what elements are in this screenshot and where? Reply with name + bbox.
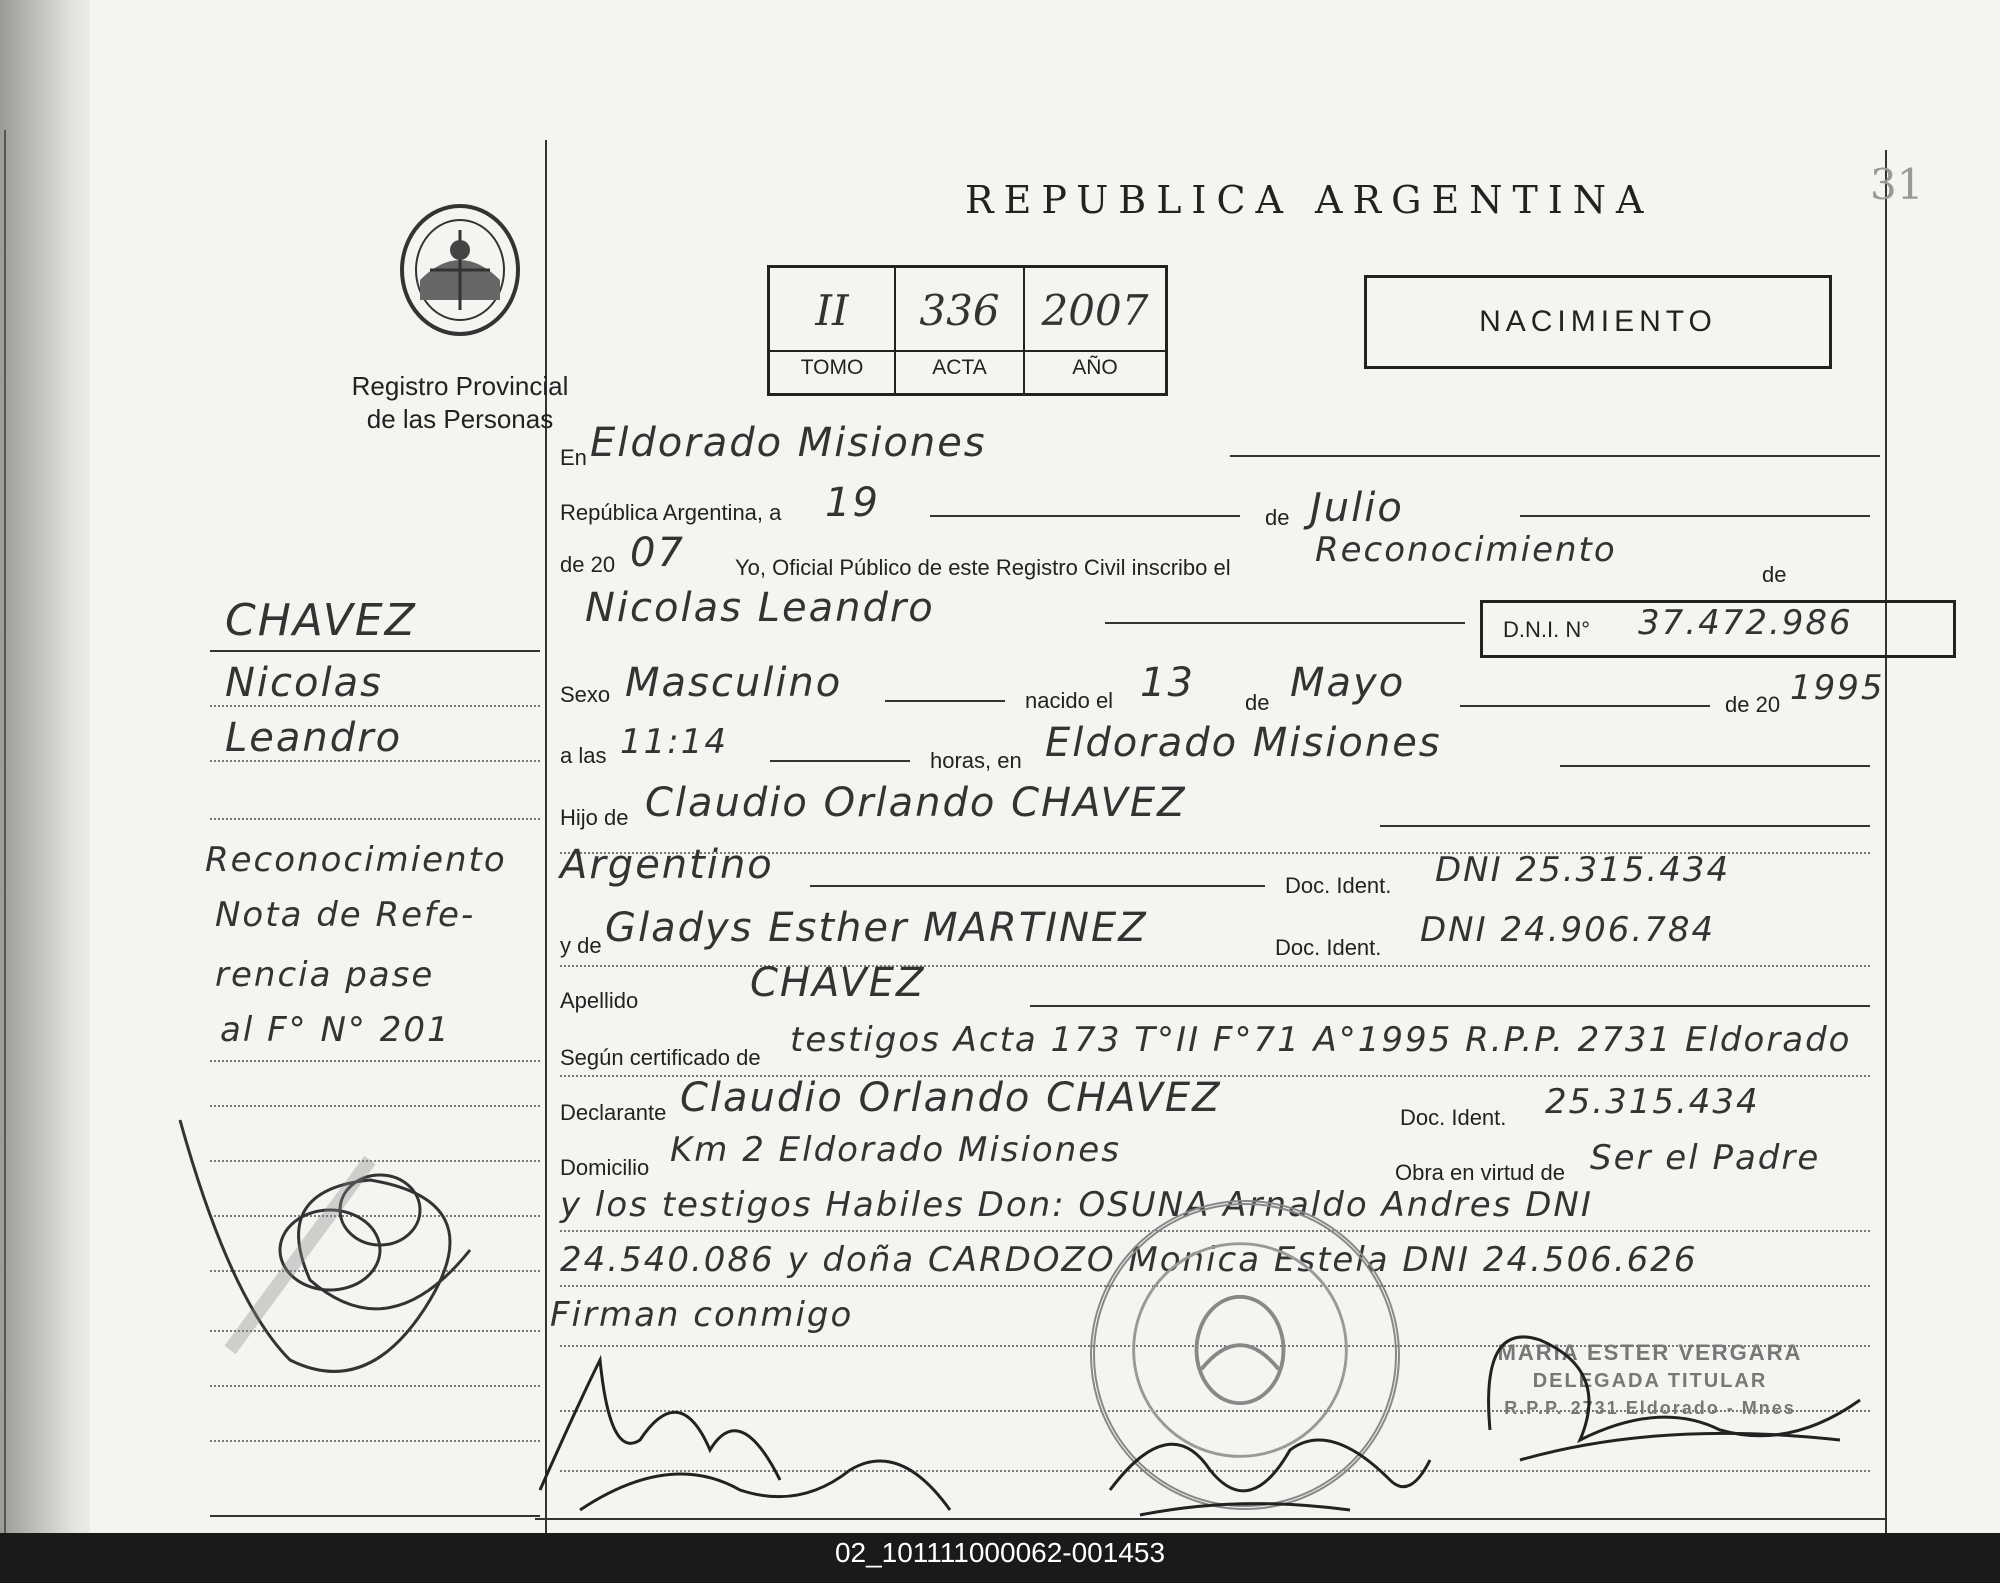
apellido-value: CHAVEZ <box>750 960 926 1006</box>
declarante-value: Claudio Orlando CHAVEZ <box>680 1075 1222 1121</box>
row-line <box>1030 1005 1870 1007</box>
acta-value: 336 <box>919 286 1000 335</box>
witness-signature <box>520 1340 1020 1530</box>
registry-name <box>310 370 610 436</box>
month-value: Julio <box>1310 485 1404 531</box>
horas-label: horas, en <box>930 748 1022 773</box>
segun-label: Según certificado de <box>560 1045 761 1070</box>
sexo-label: Sexo <box>560 682 611 707</box>
official-label: Yo, Oficial Público de este Registro Civil inscribo el <box>735 555 1231 580</box>
stamp-official-office: R.P.P. 2731 Eldorado - Mnes <box>1504 1398 1796 1418</box>
acta-label: ACTA <box>932 356 987 379</box>
mother-name: Gladys Esther MARTINEZ <box>605 905 1148 951</box>
row-line <box>770 760 910 762</box>
certificado-value: testigos Acta 173 T°II F°71 A°1995 R.P.P. 2731 Eldorado <box>790 1020 1852 1060</box>
father-name: Claudio Orlando CHAVEZ <box>645 780 1187 826</box>
father-nationality: Argentino <box>560 842 774 888</box>
registry-line-2: de las Personas <box>366 404 554 434</box>
dni-label: D.N.I. N° <box>1503 617 1591 642</box>
inscription-value: Reconocimiento <box>1315 530 1617 570</box>
registry-line-1: Registro Provincial <box>351 371 569 401</box>
de-label-3: de <box>1245 690 1270 715</box>
doc-ident-label: Doc. Ident. <box>1285 873 1392 898</box>
ano-cell <box>1025 268 1165 393</box>
en-value: Eldorado Misiones <box>590 420 987 466</box>
doc-ident-label-2: Doc. Ident. <box>1275 935 1382 960</box>
row-line <box>1380 825 1870 827</box>
row-line <box>1105 622 1465 624</box>
birth-month: Mayo <box>1290 660 1406 706</box>
domicilio-label: Domicilio <box>560 1155 650 1180</box>
republica-label: República Argentina, a <box>560 500 782 525</box>
witness-line-2: 24.540.086 y doña CARDOZO Monica Estela DNI 24.506.626 <box>560 1240 1698 1280</box>
margin-signature <box>170 1100 570 1420</box>
register-sheet <box>90 0 2000 1533</box>
father-doc: DNI 25.315.434 <box>1435 850 1731 890</box>
margin-line <box>210 650 540 652</box>
margin-second-name: Leandro <box>225 715 403 761</box>
margin-note-3: rencia pase <box>215 955 435 995</box>
tomo-cell <box>770 268 896 393</box>
left-margin-line <box>4 130 6 1533</box>
tomo-value: II <box>815 286 849 335</box>
obra-value: Ser el Padre <box>1590 1138 1821 1178</box>
stamp-official-title: DELEGADA TITULAR <box>1532 1370 1768 1392</box>
de-label-4: de 20 <box>1725 692 1781 717</box>
margin-first-name: Nicolas <box>225 660 383 706</box>
hijo-label: Hijo de <box>560 805 629 830</box>
margin-line <box>210 1515 540 1517</box>
margin-note-2: Nota de Refe- <box>215 895 476 935</box>
record-type-box: NACIMIENTO <box>1364 275 1832 369</box>
year-prefix-label: de 20 <box>560 552 616 577</box>
obra-label: Obra en virtud de <box>1395 1160 1565 1185</box>
row-line <box>1460 705 1710 707</box>
birth-year: 1995 <box>1790 668 1885 708</box>
page-number: 31 <box>1870 160 1924 209</box>
mother-doc: DNI 24.906.784 <box>1420 910 1716 950</box>
witness-line-3: Firman conmigo <box>550 1295 854 1335</box>
row-line <box>810 885 1265 887</box>
nacido-label: nacido el <box>1025 688 1114 713</box>
dni-box <box>1480 600 1956 658</box>
en-label: En <box>560 445 587 470</box>
declarante-doc: 25.315.434 <box>1545 1082 1760 1122</box>
declarante-label: Declarante <box>560 1100 667 1125</box>
witness-line-1: y los testigos Habiles Don: OSUNA Arnaldo Andres DNI <box>560 1185 1593 1225</box>
stamp-official-name: MARIA ESTER VERGARA <box>1497 1340 1803 1365</box>
domicilio-value: Km 2 Eldorado Misiones <box>670 1130 1121 1170</box>
margin-dots <box>210 705 540 707</box>
margin-dots <box>210 1440 540 1442</box>
right-frame-line <box>1885 150 1887 1533</box>
year-value: 07 <box>630 530 685 576</box>
registrar-signature <box>1090 1400 1450 1530</box>
margin-dots <box>210 818 540 820</box>
day-value: 19 <box>825 480 880 526</box>
name-value: Nicolas Leandro <box>585 585 935 631</box>
de-label: de <box>1265 505 1290 530</box>
row-line <box>930 515 1240 517</box>
row-line <box>885 700 1005 702</box>
birth-day: 13 <box>1140 660 1195 706</box>
acta-cell <box>896 268 1025 393</box>
y-de-label: y de <box>560 933 602 958</box>
margin-dots <box>210 1060 540 1062</box>
ano-value: 2007 <box>1041 286 1149 335</box>
row-line <box>1230 455 1880 457</box>
image-id-caption: 02_101111000062-001453 <box>834 1537 1166 1568</box>
birth-place: Eldorado Misiones <box>1045 720 1442 766</box>
sexo-value: Masculino <box>625 660 843 706</box>
provincial-seal-icon <box>390 200 530 340</box>
ano-label: AÑO <box>1072 356 1118 379</box>
de-label-2: de <box>1762 562 1787 587</box>
a-las-label: a las <box>560 743 607 768</box>
tomo-label: TOMO <box>800 356 864 379</box>
row-line <box>1560 765 1870 767</box>
row-line <box>1520 515 1870 517</box>
margin-surname: CHAVEZ <box>225 595 417 646</box>
hour-value: 11:14 <box>620 722 728 762</box>
record-id-table <box>767 265 1168 396</box>
doc-ident-label-3: Doc. Ident. <box>1400 1105 1507 1130</box>
apellido-label: Apellido <box>560 988 639 1013</box>
country-title: REPUBLICA ARGENTINA <box>965 178 1654 222</box>
dni-value: 37.472.986 <box>1638 603 1853 643</box>
margin-dots <box>210 760 540 762</box>
margin-note-1: Reconocimiento <box>205 840 507 880</box>
official-signature <box>1460 1280 1880 1480</box>
margin-note-4: al F° N° 201 <box>220 1010 451 1050</box>
